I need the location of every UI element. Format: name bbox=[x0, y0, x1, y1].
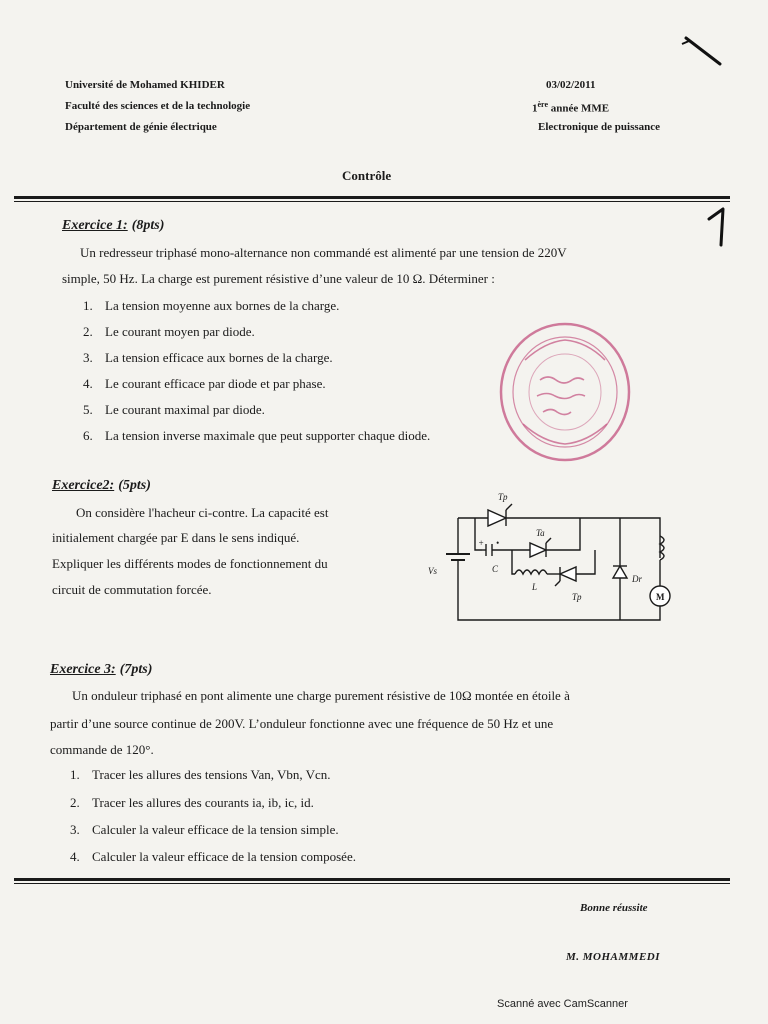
exercise-1-item-4: 4. Le courant efficace par diode et par phase. bbox=[83, 376, 326, 391]
exercise-3-item-1: 1. Tracer les allures des tensions Van, Vbn, Vcn. bbox=[70, 767, 331, 782]
exercise-2-line-2: initialement chargée par E dans le sens indiqué. bbox=[52, 530, 300, 545]
exercise-3-item-3: 3. Calculer la valeur efficace de la tension simple. bbox=[70, 822, 339, 837]
study-year: 1ère année MME bbox=[532, 100, 610, 115]
exercise-1-item-6: 6. La tension inverse maximale que peut supporter chaque diode. bbox=[83, 428, 431, 443]
exercise-2-title: Exercice2: (5pts) bbox=[52, 478, 151, 493]
handwritten-mark bbox=[680, 30, 730, 70]
exam-date: 03/02/2011 bbox=[546, 79, 596, 91]
exercise-3-item-4: 4. Calculer la valeur efficace de la tension composée. bbox=[70, 849, 356, 864]
exercise-2-line-1: On considère l'hacheur ci-contre. La capacité est bbox=[76, 505, 329, 520]
department-stamp bbox=[495, 320, 635, 465]
label-motor: M bbox=[656, 592, 665, 602]
exercise-3-intro-line-1: Un onduleur triphasé en pont alimente une charge purement résistive de 10Ω montée en étoile à bbox=[72, 688, 570, 703]
label-vs: Vs bbox=[428, 566, 437, 576]
exercise-3-title: Exercice 3: (7pts) bbox=[50, 662, 153, 677]
university-name: Université de Mohamed KHIDER bbox=[65, 79, 225, 91]
label-c: C bbox=[492, 564, 499, 574]
exercise-3-intro-line-2: partir d’une source continue de 200V. L’onduleur fonctionne avec une fréquence de 50 Hz et une bbox=[50, 716, 554, 731]
exercise-1-title: Exercice 1: (8pts) bbox=[62, 218, 165, 233]
label-tp-top: Tp bbox=[498, 492, 508, 502]
label-l: L bbox=[532, 582, 538, 592]
course-name: Electronique de puissance bbox=[538, 121, 661, 133]
exercise-1-item-5: 5. Le courant maximal par diode. bbox=[83, 402, 265, 417]
bottom-rule-thin bbox=[14, 883, 730, 884]
exercise-1-item-2: 2. Le courant moyen par diode. bbox=[83, 324, 255, 339]
exercise-1-intro-line-1: Un redresseur triphasé mono-alternance non commandé est alimenté par une tension de 220V bbox=[80, 245, 567, 260]
label-dot: • bbox=[496, 538, 500, 548]
bottom-rule bbox=[14, 878, 730, 881]
exercise-1-item-3: 3. La tension efficace aux bornes de la charge. bbox=[83, 350, 333, 365]
label-plus: + bbox=[478, 538, 485, 548]
camscanner-watermark: Scanné avec CamScanner bbox=[497, 998, 628, 1010]
page-title: Contrôle bbox=[342, 168, 392, 183]
chopper-circuit-diagram bbox=[420, 488, 680, 628]
faculty-name: Faculté des sciences et de la technologie bbox=[65, 100, 251, 112]
teacher-signature: M. MOHAMMEDI bbox=[566, 951, 661, 963]
exercise-3-item-2: 2. Tracer les allures des courants ia, ib, ic, id. bbox=[70, 795, 314, 810]
handwritten-page-number bbox=[705, 205, 735, 250]
top-rule-thin bbox=[14, 201, 730, 202]
exercise-2-line-3: Expliquer les différents modes de fonctionnement du bbox=[52, 556, 328, 571]
label-ta: Ta bbox=[536, 528, 545, 538]
department-name: Département de génie électrique bbox=[65, 121, 217, 133]
label-dr: Dr bbox=[632, 574, 643, 584]
exercise-1-item-1: 1. La tension moyenne aux bornes de la charge. bbox=[83, 298, 340, 313]
exercise-2-line-4: circuit de commutation forcée. bbox=[52, 582, 212, 597]
good-luck-text: Bonne réussite bbox=[580, 902, 648, 914]
label-tp-bottom: Tp bbox=[572, 592, 582, 602]
exercise-1-intro-line-2: simple, 50 Hz. La charge est purement résistive d’une valeur de 10 Ω. Déterminer : bbox=[62, 271, 495, 286]
exercise-3-intro-line-3: commande de 120°. bbox=[50, 742, 154, 757]
top-rule bbox=[14, 196, 730, 199]
